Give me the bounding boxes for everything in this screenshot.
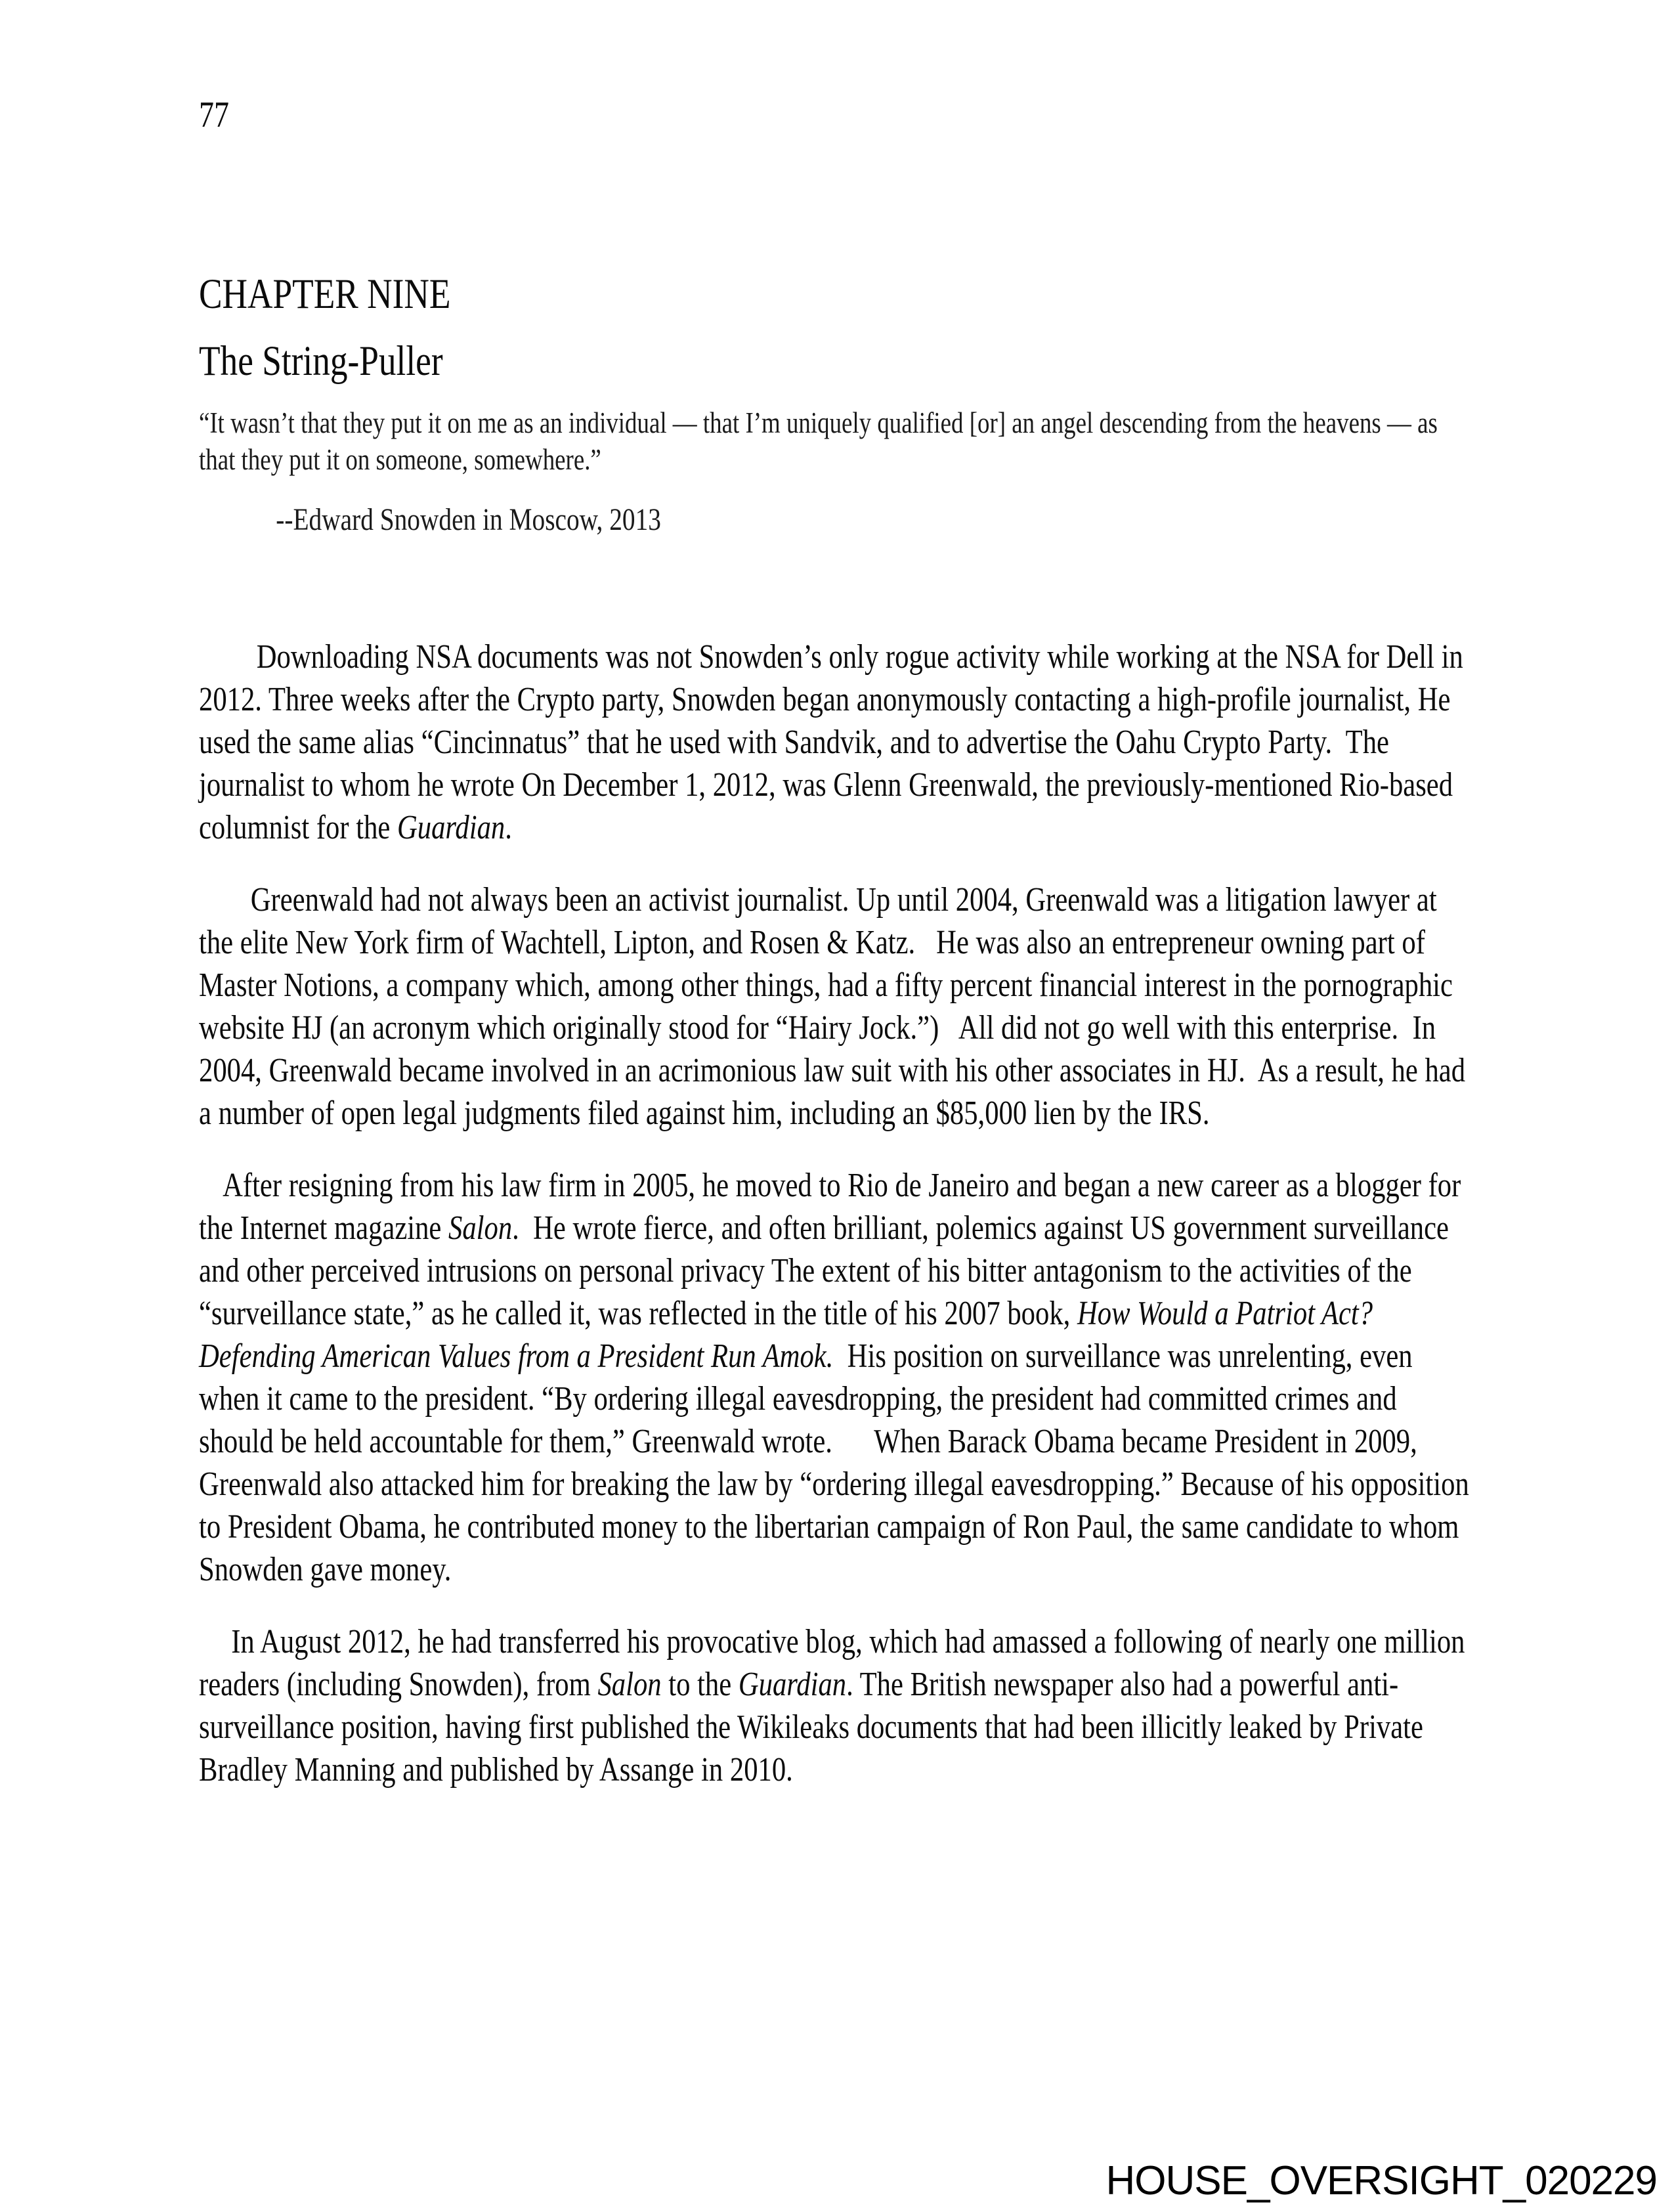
text-run: His position on surveillance was unrelenting, even when it came to the president. “By ordering illegal eavesdropping, the president had committed crimes and should be held accountable for them,” Greenwald wrote. When Barack Obama became President in 2009, Greenwald also attacked him for breaking the law by “ordering illegal eavesdropping.” Because of his opposition to President Obama, he contributed money to the libertarian campaign of Ron Paul, the same candidate to whom Snowden gave money. (199, 1337, 1476, 1588)
text-run: . The British newspaper also had a powerful anti-surveillance position, having first published the Wikileaks documents that had been illicitly leaked by Private Bradley Manning and published by Assange in 2010. (199, 1666, 1430, 1789)
text-run: In August 2012, he had transferred his provocative blog, which had amassed a following of nearly one million readers (including Snowden), from (199, 1623, 1472, 1703)
bates-stamp: HOUSE_OVERSIGHT_020229 (1105, 2158, 1657, 2203)
page-content (199, 0, 1474, 1821)
text-run: . He wrote fierce, and often brilliant, polemics against US government surveillance and other perceived intrusions on personal privacy The extent of his bitter antagonism to the activities of the “surveillance state,” as he called it, was reflected in the title of his 2007 book, (199, 1209, 1456, 1332)
page-number: 77 (199, 95, 229, 135)
body-paragraph (199, 878, 1474, 1135)
chapter-heading: CHAPTER NINE (199, 271, 451, 318)
text-run: to the (661, 1666, 739, 1703)
italic-text-run: How Would a Patriot Act? Defending American Values from a President Run Amok. (199, 1295, 1380, 1375)
italic-text-run: Guardian (397, 809, 505, 846)
italic-text-run: Guardian (738, 1666, 847, 1703)
body-paragraph (199, 1620, 1474, 1791)
body-text (199, 636, 1474, 1791)
text-run: Downloading NSA documents was not Snowden’s only rogue activity while working at the NSA for Dell in 2012. Three weeks after the Crypto party, Snowden began anonymously contacting a high-profile journalist, He used the same alias “Cincinnatus” that he used with Sandvik, and to advertise the Oahu Crypto Party. The journalist to whom he wrote On December 1, 2012, was Glenn Greenwald, the previously-mentioned Rio-based columnist for the (199, 638, 1470, 846)
italic-text-run: Salon (597, 1666, 662, 1703)
body-paragraph (199, 1164, 1474, 1591)
body-paragraph (199, 636, 1474, 849)
text-run: . (505, 809, 512, 846)
text-run: After resigning from his law firm in 2005, he moved to Rio de Janeiro and began a new career as a blogger for the Internet magazine (199, 1167, 1468, 1247)
italic-text-run: Salon (448, 1209, 513, 1247)
epigraph-quote: “It wasn’t that they put it on me as an individual — that I’m uniquely qualified [or] an angel descending from the heavens — as that they put it on someone, somewhere.” (199, 406, 1444, 476)
epigraph-attribution: --Edward Snowden in Moscow, 2013 (276, 502, 661, 537)
text-run: Greenwald had not always been an activist journalist. Up until 2004, Greenwald was a litigation lawyer at the elite New York firm of Wachtell, Lipton, and Rosen & Katz. He was also an entrepreneur owning part of Master Notions, a company which, among other things, had a fifty percent financial interest in the pornographic website HJ (an acronym which originally stood for “Hairy Jock.”) All did not go well with this enterprise. In 2004, Greenwald became involved in an acrimonious law suit with his other associates in HJ. As a result, he had a number of open legal judgments filed against him, including an $85,000 lien by the IRS. (199, 881, 1472, 1132)
chapter-title: The String-Puller (199, 337, 443, 385)
